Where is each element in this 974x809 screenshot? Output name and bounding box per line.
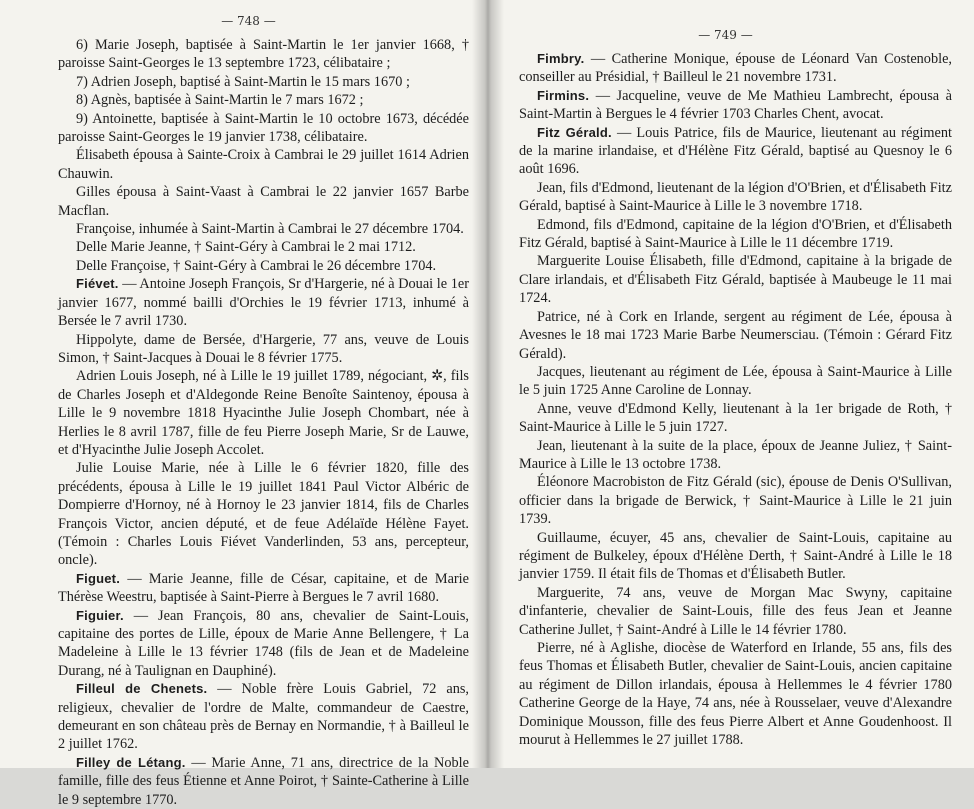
entry-firmins <box>519 87 952 124</box>
entry-heading: Firmins. <box>537 87 590 103</box>
entry-body: — Jean François, 80 ans, chevalier de Saint-Louis, capitaine des portes de Lille, époux de Marie Anne Bellengere, † La Madeleine à Lille le 13 février 1748 (fils de Jean et de Madeleine Durang, né à Taulignan en Dauphiné). <box>58 607 469 679</box>
paragraph: Marguerite, 74 ans, veuve de Morgan Mac Swyny, capitaine d'infanterie, chevalier de Saint-Louis, fille des feus Jean et Jeanne Catherine Jullet, † Saint-André à Lille le 14 février 1780. <box>519 584 952 638</box>
paragraph: Marguerite Louise Élisabeth, fille d'Edmond, capitaine à la brigade de Clare irlandais, et d'Élisabeth Fitz Gérald, baptisée à Maubeuge le 11 mai 1724. <box>519 253 952 307</box>
right-page-text <box>519 50 952 749</box>
entry-body: — Jacqueline, veuve de Me Mathieu Lambrecht, épousa à Saint-Martin à Bergues le 4 février 1703 Charles Chent, avocat. <box>519 87 952 123</box>
entry-fitz-gerald <box>519 124 952 179</box>
paragraph: Delle Marie Jeanne, † Saint-Géry à Cambrai le 2 mai 1712. <box>76 239 416 256</box>
entry-body: — Antoine Joseph François, Sr d'Hargerie, né à Douai le 1er janvier 1677, nommé bailli d'Orchies le 19 février 1713, inhumé à Bersée le 7 avril 1730. <box>58 276 469 330</box>
entry-heading: Figuet. <box>76 570 121 586</box>
entry-heading: Fiévet. <box>76 276 119 292</box>
paragraph: Delle Françoise, † Saint-Géry à Cambrai le 26 décembre 1704. <box>76 257 437 274</box>
entry-fievet <box>58 275 469 330</box>
paragraph: 6) Marie Joseph, baptisée à Saint-Martin le 1er janvier 1668, † paroisse Saint-Georges le 13 septembre 1723, célibataire ; <box>58 37 469 72</box>
entry-heading: Fitz Gérald. <box>537 124 612 140</box>
book-gutter-shadow <box>472 0 504 768</box>
paragraph: Jacques, lieutenant au régiment de Lée, épousa à Saint-Maurice à Lille le 5 juin 1725 Anne Caroline de Lonnay. <box>519 363 952 399</box>
paragraph: Élisabeth épousa à Sainte-Croix à Cambrai le 29 juillet 1614 Adrien Chauwin. <box>58 147 469 182</box>
left-page <box>0 0 487 808</box>
entry-body: — Marie Jeanne, fille de César, capitaine, et de Marie Thérèse Weestru, baptisée à Saint-Pierre à Bergues le 7 avril 1680. <box>58 570 470 606</box>
entry-filleul <box>58 680 469 754</box>
paragraph: Adrien Louis Joseph, né à Lille le 19 juillet 1789, négociant, ✲, fils de Charles Joseph et d'Aldegonde Reine Benoîte Saintenoy, épousa à Lille le 9 novembre 1818 Hyacinthe Julie Joseph Chombart, née à Herlies le 8 avril 1787, fille de feu Pierre Joseph Marie, Sr de Lauwe, et d'Hyacinthe Julie Joseph Accolet. <box>58 368 469 458</box>
entry-heading: Fimbry. <box>537 51 585 66</box>
entry-figuet <box>58 570 469 607</box>
paragraph: 8) Agnès, baptisée à Saint-Martin le 7 mars 1672 ; <box>76 92 364 109</box>
paragraph: 7) Adrien Joseph, baptisé à Saint-Martin le 15 mars 1670 ; <box>76 73 410 90</box>
paragraph: Patrice, né à Cork en Irlande, sergent au régiment de Lée, épousa à Avesnes le 18 mai 1723 Marie Barbe Neumersciau. (Témoin : Gérard Fitz Gérald). <box>519 308 952 362</box>
paragraph: Anne, veuve d'Edmond Kelly, lieutenant à la 1er brigade de Roth, † Saint-Maurice à Lille le 5 juin 1727. <box>519 400 952 436</box>
paragraph: Jean, lieutenant à la suite de la place, époux de Jeanne Juliez, † Saint-Maurice à Lille le 13 octobre 1738. <box>519 437 952 472</box>
paragraph: Hippolyte, dame de Bersée, d'Hargerie, 77 ans, veuve de Louis Simon, † Saint-Jacques à Douai le 8 février 1775. <box>58 331 469 366</box>
entry-fimbry <box>519 50 952 87</box>
entry-body: — Noble frère Louis Gabriel, 72 ans, religieux, chevalier de l'ordre de Malte, commandeur de Caestre, demeurant en son château près de Bernay en Normandie, † à Bailleul le 2 juillet 1762. <box>58 681 469 753</box>
entry-figuier <box>58 607 469 681</box>
left-page-text <box>58 36 469 809</box>
page-number-748: — 748 — <box>221 14 276 28</box>
paragraph: Julie Louise Marie, née à Lille le 6 février 1820, fille des précédents, épousa à Lille le 19 juillet 1841 Paul Victor Albéric de Dompierre d'Hornoy, né à Hornoy le 23 janvier 1814, fils de Charles François Victor, ancien député, et de feue Adélaïde Hélène Fayet. (Témoin : Charles Louis Fiévet Vanderlinden, 53 ans, percepteur, oncle). <box>58 460 469 569</box>
paragraph: 9) Antoinette, baptisée à Saint-Martin le 10 octobre 1673, décédée paroisse Saint-Georges le 19 janvier 1738, célibataire. <box>58 110 469 146</box>
entry-heading: Filleul de Chenets. <box>76 681 208 697</box>
page-number-749: — 749 — <box>698 28 753 42</box>
entry-body: — Louis Patrice, fils de Maurice, lieutenant au régiment de la marine irlandaise, et d'Hélène Fitz Gérald, baptisé au Quesnoy le 6 août 1696. <box>519 124 952 178</box>
paragraph: Edmond, fils d'Edmond, capitaine de la légion d'O'Brien, et d'Élisabeth Fitz Gérald, baptisé à Saint-Maurice à Lille le 11 décembre 1719. <box>519 216 952 252</box>
entry-heading: Figuier. <box>76 607 124 623</box>
paragraph: Gilles épousa à Saint-Vaast à Cambrai le 22 janvier 1657 Barbe Macflan. <box>58 184 469 219</box>
entry-heading: Filley de Létang. <box>76 754 186 770</box>
paragraph: Jean, fils d'Edmond, lieutenant de la légion d'O'Brien, et d'Élisabeth Fitz Gérald, baptisé à Saint-Maurice à Lille le 3 novembre 1718. <box>519 179 952 215</box>
paragraph: Françoise, inhumée à Saint-Martin à Cambrai le 27 décembre 1704. <box>76 221 464 238</box>
entry-filley <box>58 754 469 809</box>
paragraph: Guillaume, écuyer, 45 ans, chevalier de Saint-Louis, capitaine au régiment de Bulkeley, époux d'Hélène Derth, † Saint-André à Lille le 18 janvier 1759. Il était fils de Thomas et d'Élisabeth Butler. <box>519 529 952 583</box>
paragraph: Pierre, né à Aglishe, diocèse de Waterford en Irlande, 55 ans, fils des feus Thomas et Élisabeth Butler, chevalier de Saint-Louis, ancien capitaine au régiment de Dillon irlandais, épousa à Hellemmes le 4 février 1780 Catherine George de la Haye, 74 ans, née à Rousselaer, veuve d'Alexandre Dominique Mousson, fille des feus Pierre Albert et Anne Goudenhoost. Il mourut à Hellemmes le 27 juillet 1788. <box>519 640 952 749</box>
entry-body: — Marie Anne, 71 ans, directrice de la Noble famille, fille des feus Étienne et Anne Poirot, † Sainte-Catherine à Lille le 9 septembre 1770. <box>58 754 469 808</box>
entry-body: — Catherine Monique, épouse de Léonard Van Costenoble, conseiller au Présidial, † Bailleul le 21 novembre 1731. <box>519 51 952 86</box>
right-page <box>487 0 974 768</box>
paragraph: Éléonore Macrobiston de Fitz Gérald (sic), épouse de Denis O'Sullivan, officier dans la brigade de Berwick, † Saint-Maurice à Lille le 21 juin 1739. <box>519 474 952 528</box>
